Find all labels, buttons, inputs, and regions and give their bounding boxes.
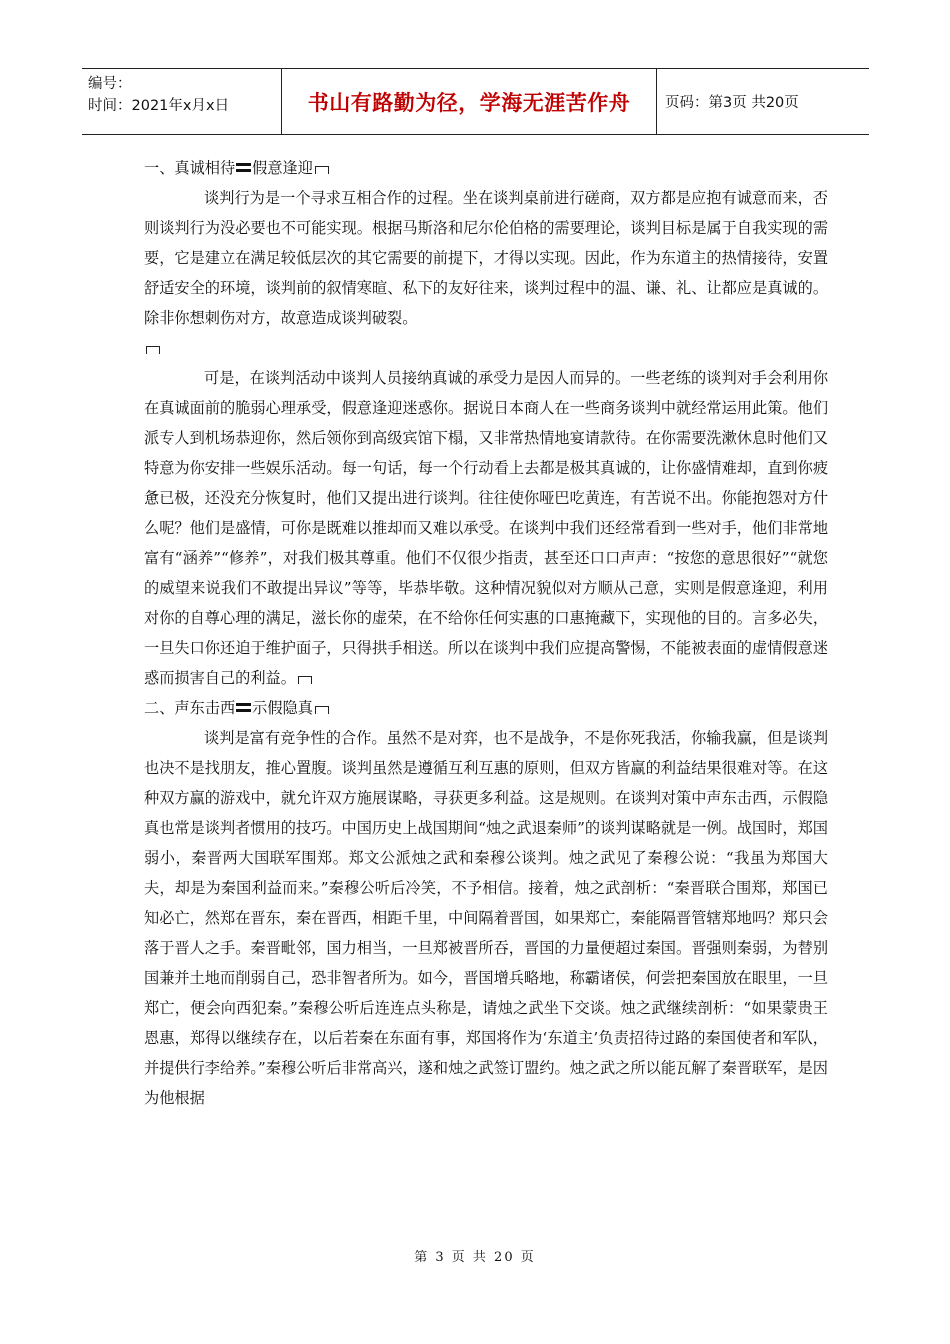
document-body [144, 153, 828, 1113]
section-heading-post: 假意逢迎 [252, 159, 313, 177]
section-heading [144, 153, 828, 183]
bar-glyph-icon [236, 163, 251, 172]
paragraph [144, 183, 828, 333]
bar-glyph-icon [236, 703, 251, 712]
header-meta [82, 69, 282, 134]
header-number-label: 编号： [88, 76, 132, 92]
paragraph-mark-icon [315, 166, 329, 174]
paragraph-mark-icon [146, 346, 160, 354]
empty-paragraph [144, 333, 828, 363]
section-heading-post: 示假隐真 [252, 699, 313, 717]
paragraph-mark-icon [298, 676, 312, 684]
section-heading [144, 693, 828, 723]
section-heading-pre: 一、真诚相待 [144, 159, 236, 177]
header-motto: 书山有路勤为径，学海无涯苦作舟 [282, 69, 657, 134]
header-date: 时间：2021年x月x日 [88, 98, 230, 114]
page-header [82, 68, 869, 135]
paragraph [144, 723, 828, 1113]
paragraph-text: 谈判行为是一个寻求互相合作的过程。坐在谈判桌前进行磋商，双方都是应抱有诚意而来，否则谈判行为没必要也不可能实现。根据马斯洛和尼尔伦伯格的需要理论，谈判目标是属于自我实现的需要，它是建立在满足较低层次的其它需要的前提下，才得以实现。因此，作为东道主的热情接待，安置舒适安全的环境，谈判前的叙情寒暄、私下的友好往来，谈判过程中的温、谦、礼、让都应是真诚的。除非你想刺伤对方，故意造成谈判破裂。 [144, 189, 828, 327]
header-page-info: 页码：第3页 共20页 [665, 95, 799, 111]
paragraph [144, 363, 828, 693]
paragraph-mark-icon [315, 706, 329, 714]
paragraph-text: 谈判是富有竞争性的合作。虽然不是对弈，也不是战争，不是你死我活，你输我赢，但是谈判也决不是找朋友，推心置腹。谈判虽然是遵循互利互惠的原则，但双方皆赢的利益结果很难对等。在这种双方赢的游戏中，就允许双方施展谋略，寻获更多利益。这是规则。在谈判对策中声东击西，示假隐真也常是谈判者惯用的技巧。中国历史上战国期间“烛之武退秦师”的谈判谋略就是一例。战国时，郑国弱小，秦晋两大国联军围郑。郑文公派烛之武和秦穆公谈判。烛之武见了秦穆公说：“我虽为郑国大夫，却是为秦国利益而来。”秦穆公听后冷笑，不予相信。接着，烛之武剖析：“秦晋联合围郑，郑国已知必亡，然郑在晋东，秦在晋西，相距千里，中间隔着晋国，如果郑亡，秦能隔晋管辖郑地吗？郑只会落于晋人之手。秦晋毗邻，国力相当，一旦郑被晋所吞，晋国的力量便超过秦国。晋强则秦弱，为替别国兼并土地而削弱自己，恐非智者所为。如今，晋国增兵略地，称霸诸侯，何尝把秦国放在眼里，一旦郑亡，便会向西犯秦。”秦穆公听后连连点头称是，请烛之武坐下交谈。烛之武继续剖析：“如果蒙贵王恩惠，郑得以继续存在，以后若秦在东面有事，郑国将作为‘东道主’负责招待过路的秦国使者和军队，并提供行李给养。”秦穆公听后非常高兴，遂和烛之武签订盟约。烛之武之所以能瓦解了秦晋联军，是因为他根据 [144, 729, 828, 1107]
paragraph-text: 可是，在谈判活动中谈判人员接纳真诚的承受力是因人而异的。一些老练的谈判对手会利用你在真诚面前的脆弱心理承受，假意逢迎迷惑你。据说日本商人在一些商务谈判中就经常运用此策。他们派专人到机场恭迎你，然后领你到高级宾馆下榻，又非常热情地宴请款待。在你需要洗漱休息时他们又特意为你安排一些娱乐活动。每一句话，每一个行动看上去都是极其真诚的，让你盛情难却，直到你疲惫已极，还没充分恢复时，他们又提出进行谈判。往往使你哑巴吃黄连，有苦说不出。你能抱怨对方什么呢？他们是盛情，可你是既难以推却而又难以承受。在谈判中我们还经常看到一些对手，他们非常地富有“涵养”“修养”，对我们极其尊重。他们不仅很少指责，甚至还口口声声：“按您的意思很好”“就您的威望来说我们不敢提出异议”等等，毕恭毕敬。这种情况貌似对方顺从己意，实则是假意逢迎，利用对你的自尊心理的满足，滋长你的虚荣，在不给你任何实惠的口惠掩藏下，实现他的目的。言多必失，一旦失口你还迫于维护面子，只得拱手相送。所以在谈判中我们应提高警惕，不能被表面的虚情假意迷惑而损害自己的利益。 [144, 369, 828, 687]
section-heading-pre: 二、声东击西 [144, 699, 236, 717]
page-footer: 第 3 页 共 20 页 [414, 1250, 536, 1265]
